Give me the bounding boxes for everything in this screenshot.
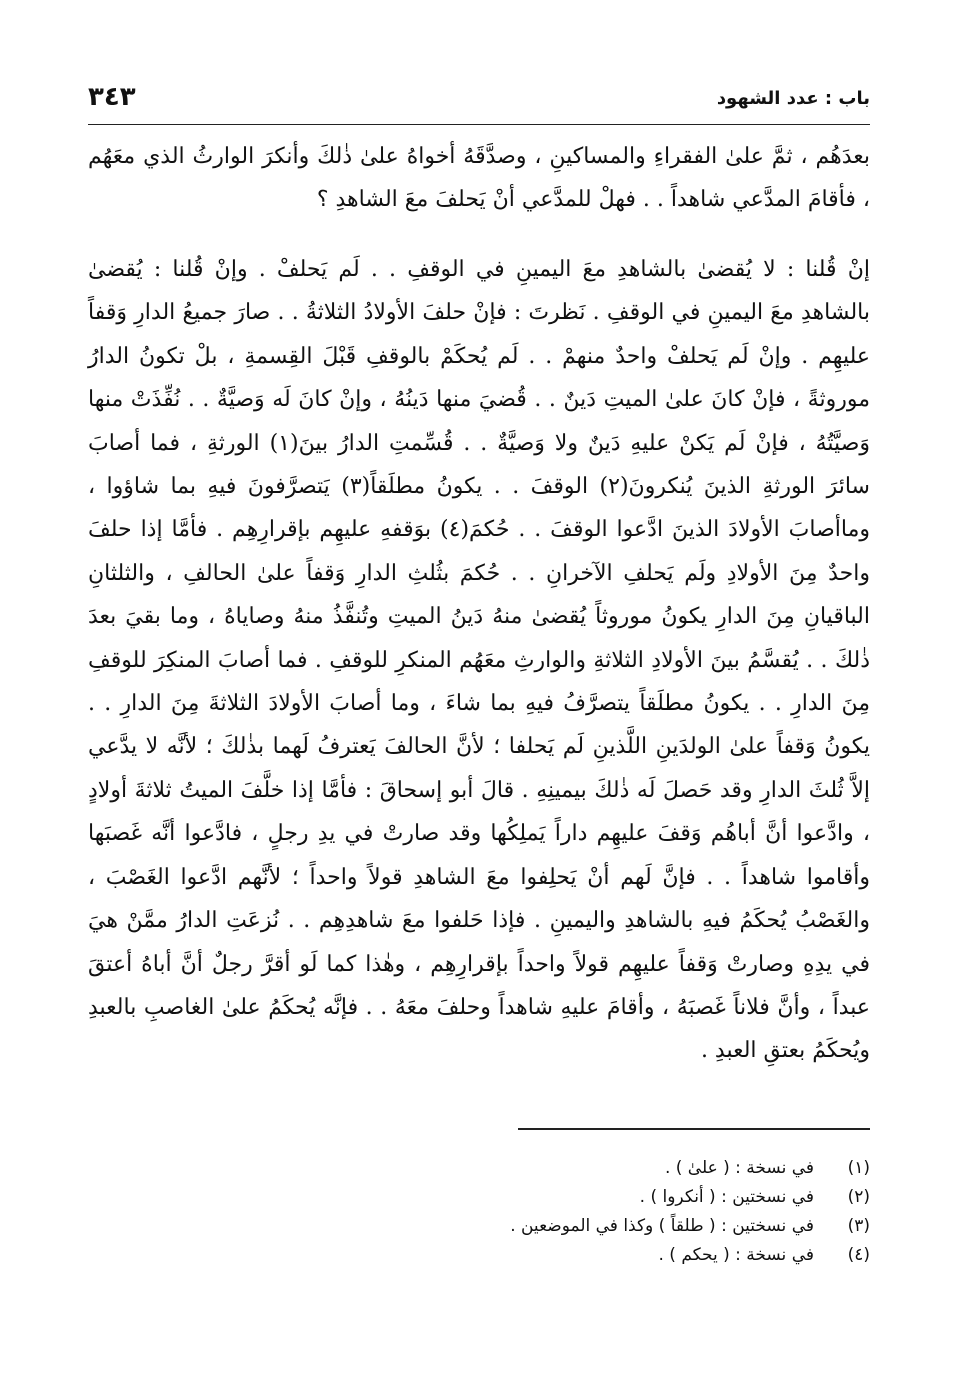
header-rule <box>88 124 870 125</box>
footnote-separator <box>518 1128 870 1130</box>
footnote-number: (٢) <box>847 1187 870 1207</box>
paragraph-1: بعدَهُم ، ثمَّ علىٰ الفقراءِ والمساكينِ ، وصدَّقَهُ أخواهُ علىٰ ذٰلكَ وأنكرَ الوارثُ الذي معَهُم ، فأقامَ المدَّعي شاهداً . . فهلْ للمدَّعي أنْ يَحلفَ معَ الشاهدِ ؟ <box>88 144 870 212</box>
footnote-number: (١) <box>847 1158 870 1178</box>
footnote-number: (٤) <box>847 1245 870 1265</box>
footnote-text: في نسختين : ( أنكروا ) . <box>639 1187 814 1207</box>
page-number: ٣٤٣ <box>88 82 136 112</box>
footnote-4 <box>88 1241 870 1270</box>
footnote-text: في نسخة : ( علىٰ ) . <box>664 1158 814 1178</box>
paragraph-2: إنْ قُلنا : لا يُقضىٰ بالشاهدِ معَ اليمينِ في الوقفِ . . لَم يَحلفْ . وإنْ قُلنا : يُقضىٰ بالشاهدِ معَ اليمينِ في الوقفِ . نَظرتَ : فإنْ حلفَ الأولادُ الثلاثةُ . . صارَ جميعُ الدارِ وَقفاً عليهِم . وإنْ لَم يَحلفْ واحدٌ منهمْ . . لَم يُحكَمْ بالوقفِ قَبْلَ القِسمةِ ، بلْ تكونُ الدارُ موروثةً ، فإنْ كانَ علىٰ الميتِ دَينٌ . . قُضيَ منها دَينُهُ ، وإنْ كانَ لَه وَصيَّةٌ . . نُفِّذَتْ منها وَصيَّتُهُ ، فإنْ لَم يَكنْ عليهِ دَينٌ ولا وَصيَّةٌ . . قُسِّمتِ الدارُ بينَ(١) الورثةِ ، فما أصابَ سائرَ الورثةِ الذينَ يُنكرونَ(٢) الوقفَ . . يكونُ مطلَقاً(٣) يَتصرَّفونَ فيهِ بما شاؤوا ، وماأصابَ الأولادَ الذينَ ادَّعوا الوقفَ . . حُكمَ(٤) بوَقفهِ عليهِم بإقرارِهِم . فأمَّا إذا حلفَ واحدٌ مِنَ الأولادِ ولَم يَحلفِ الآخرانِ . . حُكمَ بثُلثِ الدارِ وَقفاً علىٰ الحالفِ ، والثلثانِ الباقيانِ مِنَ الدارِ يكونُ موروثاً يُقضىٰ منهُ دَينُ الميتِ وتُنفَّذُ منهُ وصاياهُ ، وما بقيَ بعدَ ذٰلكَ . . يُقسَّمُ بينَ الأولادِ الثلاثةِ والوارثِ معَهُم المنكرِ للوقفِ . فما أصابَ المنكِرَ للوقفِ مِنَ الدارِ . . يكونُ مطلَقاً يتصرَّفُ فيهِ بما شاءَ ، وما أصابَ الأولادَ الثلاثةَ مِنَ الدارِ . . يكونُ وَقفاً علىٰ الولدَينِ اللَّذينِ لَم يَحلفا ؛ لأنَّ الحالفَ يَعترفُ لَهما بذٰلكَ ؛ لأنَّه لا يدَّعي إلاَّ ثُلثَ الدارِ وقد حَصلَ لَه ذٰلكَ بيمينِهِ . قالَ أبو إسحاقَ : فأمَّا إذا خلَّفَ الميتُ ثلاثةَ أولادٍ ، وادَّعوا أنَّ أباهُم وَقفَ عليهِم داراً يَملِكُها وقد صارتْ في يدِ رجلٍ ، فادَّعوا أنَّه غَصبَها وأقاموا شاهداً . . فإنَّ لَهم أنْ يَحلِفوا معَ الشاهدِ قولاً واحداً ؛ لأنَّهم ادَّعوا الغَصْبَ ، والغَصْبُ يُحكَمُ فيهِ بالشاهدِ واليمينِ . فإذا حَلفوا معَ شاهدِهِم . . نُزعَتِ الدارُ ممَّنْ هيَ في يدِهِ وصارتْ وَقفاً عليهِم قولاً واحداً بإقرارِهِم ، وهٰذا كما لَو أقرَّ رجلٌ أنَّ أباهُ أعتقَ عبداً ، وأنَّ فلاناً غَصبَهُ ، وأقامَ عليهِ شاهداً وحلفَ معَهُ . . فإنَّه يُحكَمُ علىٰ الغاصبِ بالعبدِ ويُحكَمُ بعتقِ العبدِ . <box>88 257 871 1064</box>
footnote-text: في نسختين : ( طلقاً ) وكذا في الموضعين . <box>510 1216 814 1236</box>
page-header <box>88 84 870 124</box>
footnote-1 <box>88 1154 870 1183</box>
footnotes-list <box>88 1154 870 1270</box>
footnote-number: (٣) <box>847 1216 870 1236</box>
footnote-3 <box>88 1212 870 1241</box>
chapter-title: باب : عدد الشهود <box>716 88 870 109</box>
footnote-2 <box>88 1183 870 1212</box>
footnote-text: في نسخة : ( يحكم ) . <box>658 1245 814 1265</box>
